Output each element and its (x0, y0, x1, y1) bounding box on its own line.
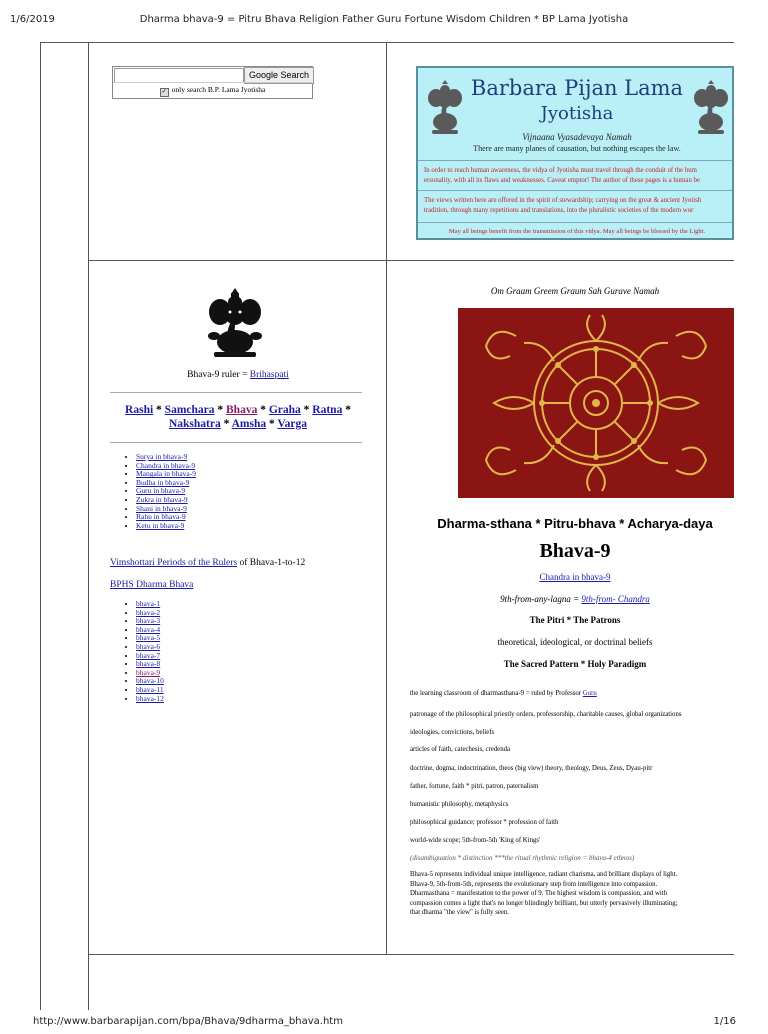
paragraph-line: Bhava-9, 5th-from-5th, represents the evolutionary step from intelligence into compassion. (410, 880, 658, 888)
banner-blessing: May all beings benefit from the transmission of this vidya. May all beings be blessed by the Light. (448, 228, 706, 235)
nav-rashi-link[interactable]: Rashi (125, 404, 154, 416)
ruler-prefix: Bhava-9 ruler = (187, 370, 250, 380)
frame-row-bottom (88, 954, 734, 955)
search-input[interactable] (114, 68, 244, 83)
planet-link[interactable]: Chandra in bhava-9 (136, 460, 196, 470)
bhava-explanation (410, 870, 736, 918)
nav-nakshatra-link[interactable]: Nakshatra (168, 418, 221, 430)
banner-stewardship-line: The views written here are offered in the spirit of stewardship; carrying on the great & ancient Jyotish (424, 197, 702, 204)
site-search (112, 66, 313, 99)
nav-samchara-link[interactable]: Samchara (164, 404, 215, 416)
bhava-link[interactable]: bhava-12 (136, 693, 164, 703)
nav-ratna-link[interactable]: Ratna (312, 404, 343, 416)
planet-in-bhava-list (124, 453, 196, 530)
nav-graha-link[interactable]: Graha (268, 404, 301, 416)
bhava-link[interactable]: bhava-10 (136, 676, 164, 686)
keyword-item: ideologies, convictions, beliefs (410, 729, 495, 736)
bhava-link[interactable]: bhava-5 (136, 633, 161, 643)
search-scope-row (113, 82, 312, 98)
banner-caveat-line: In order to reach human awareness, the vidya of Jyotisha must travel through the conduit of the hum (424, 167, 697, 174)
banner-mantra: Vijnaana Vyasadevaya Namah (522, 132, 632, 142)
bhava-link[interactable]: bhava-3 (136, 616, 161, 626)
banner-stewardship-line: tradition, through many repetitions and translations, into the pluralistic societies of the modern wor (424, 207, 694, 214)
keyword-item: patronage of the philosophical priestly orders, professorship, charitable causes, global organizations (410, 711, 682, 718)
frame-left-inner (88, 42, 89, 1010)
list-item (136, 522, 196, 531)
theoretical-line: theoretical, ideological, or doctrinal beliefs (497, 637, 653, 647)
keyword-item: articles of faith, catechesis, credenda (410, 746, 511, 753)
print-footer (0, 1016, 768, 1034)
classroom-line (410, 690, 740, 697)
planet-link[interactable]: Budha in bhava-9 (136, 477, 190, 487)
planet-link[interactable]: Mangala in bhava-9 (136, 469, 196, 479)
ganesha-icon (200, 286, 271, 358)
banner-stewardship (424, 196, 734, 216)
keyword-item: doctrine, dogma, indoctrination, theos (big view) theory, theology, Deus, Zeus, Dyau-pitr (410, 765, 653, 772)
guru-link[interactable]: Guru (582, 690, 597, 697)
nav-amsha-link[interactable]: Amsha (231, 418, 267, 430)
keyword-item: humanistic philosophy, metaphysics (410, 801, 509, 808)
frame-top (40, 42, 734, 43)
paragraph-line: Dharmasthana = manifestation to the power of 9. The highest wisdom is compassion, and with (410, 890, 668, 897)
bhava-link[interactable]: bhava-4 (136, 624, 161, 634)
bhava-link[interactable]: bhava-7 (136, 650, 161, 660)
bhava-ruler (110, 370, 366, 380)
sacred-pattern-line: The Sacred Pattern * Holy Paradigm (503, 659, 647, 669)
paragraph-line: that dharma "the view" is fully seen. (410, 909, 509, 916)
pitri-line: The Pitri * The Patrons (529, 615, 621, 625)
divider (110, 392, 362, 393)
frame-left-outer (40, 42, 41, 1010)
keyword-item: father, fortune, faith * pitri, patron, paternalism (410, 783, 539, 790)
planet-link[interactable]: Zukra in bhava-9 (136, 494, 188, 504)
vimshottari-link[interactable]: Vimshottari Periods of the Rulers (110, 558, 238, 568)
chandra-line (416, 572, 734, 582)
print-page-number: 1/16 (713, 1016, 736, 1027)
divider (110, 442, 362, 443)
site-banner (416, 66, 734, 240)
banner-divider (418, 190, 734, 191)
bphs-line (110, 580, 193, 590)
google-search-button[interactable]: Google Search (244, 67, 314, 84)
vimshottari-suffix: of Bhava-1-to-12 (237, 558, 306, 568)
lagna-line (416, 594, 734, 604)
bhava-link[interactable]: bhava-2 (136, 607, 161, 617)
page-subtitle: Dharma-sthana * Pitru-bhava * Acharya-daya (437, 516, 713, 531)
planet-link[interactable]: Rahu in bhava-9 (136, 512, 186, 522)
lagna-prefix: 9th-from-any-lagna = (500, 594, 582, 604)
planet-link[interactable]: Ketu in bhava-9 (136, 520, 185, 530)
paragraph-line: Bhava-5 represents individual unique intelligence, radiant charisma, and brilliant displays of light. (410, 871, 678, 878)
bhava-link[interactable]: bhava-8 (136, 659, 161, 669)
paragraph-line: compassion comes a light that's no longer blindingly brilliant, but utterly pervasively illuminating; (410, 899, 678, 907)
bhava-link[interactable]: bhava-6 (136, 641, 161, 651)
planet-link[interactable]: Shani in bhava-9 (136, 503, 187, 513)
bphs-dharma-bhava-link[interactable]: BPHS Dharma Bhava (110, 580, 194, 590)
classroom-prefix: the learning classroom of dharmasthana-9 = ruled by Professor (410, 690, 583, 697)
banner-title: Barbara Pijan Lama (470, 76, 684, 100)
banner-subtitle: Jyotisha (540, 103, 614, 124)
frame-middle (386, 42, 387, 954)
brihaspati-link[interactable]: Brihaspati (249, 370, 289, 380)
frame-row-divider (88, 260, 734, 261)
bhava-link[interactable]: bhava-11 (136, 684, 164, 694)
planet-link[interactable]: Surya in bhava-9 (136, 452, 188, 461)
vimshottari-line (110, 558, 305, 568)
planet-link[interactable]: Guru in bhava-9 (136, 486, 186, 496)
list-item (136, 695, 164, 704)
keyword-item: philosophical guidance; professor * profession of faith (410, 819, 559, 826)
disambiguation-note: (disambiguation * distinction ***the ritual rhythmic religion = bhava-4 ethnos) (410, 854, 635, 862)
scope-checkbox[interactable]: ✓ (161, 89, 167, 95)
page-title: Bhava-9 (539, 540, 611, 562)
keyword-item: world-wide scope; 5th-from-5th 'King of Kings' (410, 837, 541, 844)
bhava-link-current[interactable]: bhava-9 (136, 667, 161, 677)
banner-motto: There are many planes of causation, but nothing escapes the law. (473, 144, 681, 153)
nav-varga-link[interactable]: Varga (277, 418, 308, 430)
topic-nav-row-2: Nakshatra * Amsha * Varga (168, 418, 308, 430)
topic-nav-row-1: Rashi * Samchara * Bhava * Graha * Ratna * (125, 404, 351, 416)
nav-bhava-link[interactable]: Bhava (226, 404, 258, 416)
om-mantra: Om Graam Greem Graum Sah Gurave Namah (490, 286, 660, 296)
print-url: http://www.barbarapijan.com/bpa/Bhava/9dharma_bhava.htm (33, 1016, 343, 1027)
chandra-in-bhava-9-link[interactable]: Chandra in bhava-9 (539, 572, 611, 582)
bhava-link[interactable]: bhava-1 (136, 599, 161, 608)
banner-divider (418, 160, 734, 161)
print-date: 1/6/2019 (10, 14, 55, 25)
bhava-list (124, 600, 164, 703)
print-title: Dharma bhava-9 = Pitru Bhava Religion Father Guru Fortune Wisdom Children * BP Lama Jyotisha (139, 14, 629, 25)
9th-from-chandra-link[interactable]: 9th-from- Chandra (581, 594, 650, 604)
print-header (0, 14, 768, 30)
banner-caveat (424, 166, 734, 186)
banner-caveat-line: ersonality, with all its flaws and weaknesses. Caveat emptor! The author of these pages is a human be (424, 177, 700, 184)
banner-divider (418, 222, 734, 223)
dharma-wheel-image (458, 308, 734, 498)
scope-checkbox-label: only search B.P. Lama Jyotisha (171, 85, 266, 94)
